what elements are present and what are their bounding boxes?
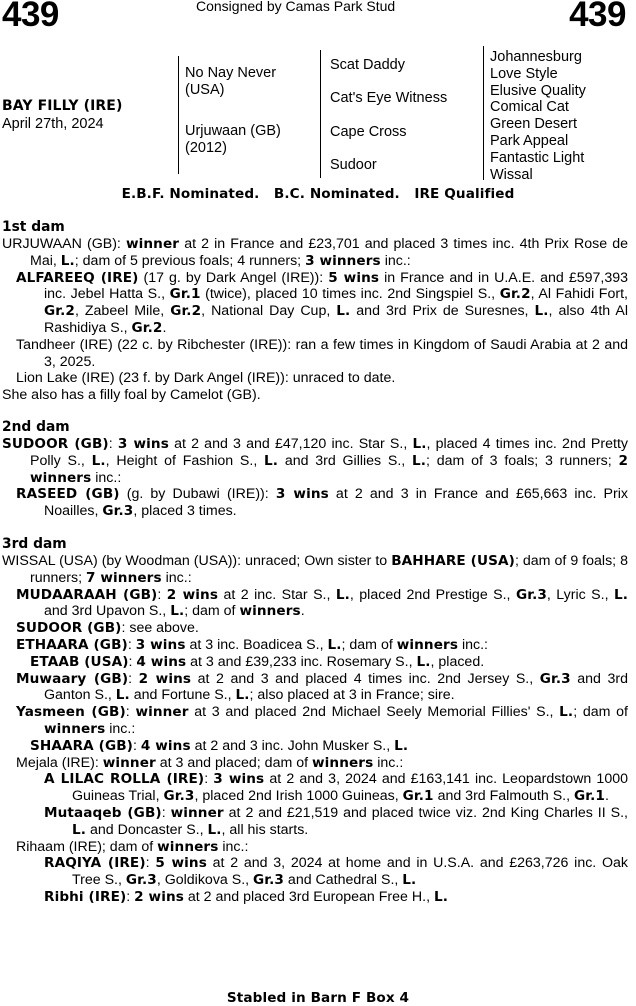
bold-text: Gr.2	[44, 303, 75, 320]
bold-text: winners	[157, 838, 219, 855]
third-dam-produce	[2, 587, 628, 621]
gen3-2: Love Style	[490, 65, 558, 82]
horse-name: BAY FILLY (IRE)	[2, 98, 123, 114]
third-dam-produce	[2, 755, 628, 772]
text: Lion Lake (IRE) (23 f. by Dark Angel (IRE)): unraced to date.	[16, 370, 396, 387]
bold-text: SUDOOR (GB)	[2, 436, 109, 452]
gen3-8: Wissal	[490, 166, 533, 183]
text: :	[161, 804, 171, 821]
bold-text: L.	[559, 704, 574, 721]
third-dam-produce	[2, 637, 628, 654]
bold-text: 3 wins	[213, 771, 265, 788]
gen3-7: Fantastic Light	[490, 149, 585, 166]
bold-text: Gr.3	[515, 586, 547, 603]
bold-text: 3 wins	[275, 486, 329, 503]
text: :	[128, 670, 139, 687]
text: , National Day Cup,	[201, 303, 337, 320]
text: :	[128, 653, 137, 670]
stabling-info: Stabled in Barn F Box 4	[226, 990, 410, 1006]
text: URJUWAAN (GB):	[2, 236, 126, 252]
bold-text: 5 wins	[155, 855, 207, 872]
bold-text: SHAARA (GB)	[30, 737, 133, 754]
gen3-6: Park Appeal	[490, 132, 569, 149]
third-dam-produce	[2, 704, 628, 738]
text: at 3 and £39,233 inc. Rosemary S.,	[186, 653, 417, 670]
pedigree-bracket-2	[320, 50, 321, 178]
text: and 3rd Gillies S.,	[278, 452, 412, 469]
text: (g. by Dubawi (IRE)):	[119, 486, 276, 503]
third-dam-section	[2, 536, 628, 906]
text: Rihaam (IRE); dam of	[16, 838, 158, 855]
bold-text: winner	[135, 704, 189, 721]
bold-text: L.	[60, 252, 75, 269]
text: WISSAL (USA) (by Woodman (USA)): unraced; Own sister to	[2, 553, 392, 569]
bold-text: winners	[396, 636, 459, 653]
bold-text: Gr.3	[253, 872, 284, 889]
first-dam-note	[2, 387, 628, 404]
dam-year: (2012)	[185, 140, 227, 156]
text: inc.:	[373, 754, 404, 771]
bold-text: 3 winners	[305, 252, 381, 269]
bold-text: ETHAARA (GB)	[16, 636, 128, 653]
bold-text: 2 winners	[30, 452, 628, 486]
text: inc.:	[105, 720, 136, 737]
text: :	[145, 855, 156, 872]
text: ; also placed at 3 in France; sire.	[249, 687, 455, 704]
text: ; dam of 3 foals; 3 runners;	[426, 452, 619, 469]
sire-origin: (USA)	[185, 82, 225, 98]
bold-text: Gr.2	[131, 319, 163, 336]
text: at 2 and 3 in France and £65,663 inc. Prix Noailles,	[44, 486, 628, 520]
bold-text: ALFAREEQ (IRE)	[16, 269, 139, 286]
bold-text: L.	[402, 872, 417, 889]
text: .	[162, 319, 167, 336]
bold-text: L.	[170, 603, 185, 620]
nominations: E.B.F. Nominated. B.C. Nominated. IRE Qualified	[121, 186, 515, 202]
bold-text: Gr.1	[402, 788, 434, 805]
bold-text: L.	[534, 303, 549, 320]
bold-text: Gr.2	[170, 303, 202, 320]
third-dam-grandproduce	[2, 654, 628, 671]
text: in France and in U.A.E. and £597,393 inc. Jebel Hatta S.,	[44, 269, 628, 303]
bold-text: L.	[613, 586, 628, 603]
text: at 2 and 3, 2024 and £163,141 inc. Leopardstown 1000 Guineas Trial,	[72, 771, 628, 805]
second-dam-entry	[2, 436, 628, 486]
text: , placed 2nd Prestige S.,	[349, 586, 516, 603]
text: (twice), placed 10 times inc. 2nd Singspiel S.,	[200, 286, 500, 303]
text: inc.:	[91, 469, 122, 486]
text: at 3 inc. Boadicea S.,	[185, 636, 328, 653]
bold-text: 3 wins	[135, 636, 186, 653]
bold-text: Ribhi (IRE)	[44, 888, 127, 905]
gen3-5: Green Desert	[490, 116, 578, 133]
gen3-4: Comical Cat	[490, 99, 569, 116]
foaling-date: April 27th, 2024	[2, 116, 104, 132]
text: inc.:	[380, 252, 411, 269]
bold-text: Yasmeen (GB)	[16, 704, 126, 721]
bold-text: 2 wins	[138, 670, 192, 687]
sire	[185, 65, 276, 99]
text: :	[132, 737, 141, 754]
text: , placed 4 times inc. 2nd Pretty Polly S.,	[30, 436, 628, 469]
third-dam-title: 3rd dam	[2, 536, 67, 552]
text: at 3 and placed; dam of	[155, 754, 312, 771]
bold-text: SUDOOR (GB)	[16, 620, 122, 637]
second-dam-section	[2, 419, 628, 520]
first-dam-produce	[2, 270, 628, 337]
bold-text: 2 wins	[134, 888, 184, 905]
text: :	[157, 586, 167, 603]
text: .	[604, 788, 609, 805]
first-dam-produce	[2, 370, 628, 387]
bold-text: winner	[170, 804, 224, 821]
text: at 2 and 3 and placed 4 times inc. 2nd Jersey S.,	[191, 670, 540, 687]
third-dam-grandproduce	[2, 771, 628, 805]
text: at 2 and 3 and £47,120 inc. Star S.,	[168, 436, 413, 452]
bold-text: L.	[327, 636, 342, 653]
text: inc.:	[458, 636, 488, 653]
text: , Lyric S.,	[546, 586, 614, 603]
text: at 3 and placed 2nd Michael Seely Memorial Fillies' S.,	[188, 704, 560, 721]
consignor: Consigned by Camas Park Stud	[196, 0, 396, 14]
sire-name: No Nay Never	[185, 65, 277, 81]
text: inc.:	[161, 569, 192, 586]
second-dam-produce	[2, 486, 628, 520]
bold-text: L.	[416, 653, 431, 670]
bold-text: L.	[264, 452, 279, 469]
first-dam-title: 1st dam	[2, 219, 65, 235]
text: ; dam of	[341, 636, 397, 653]
bold-text: RAQIYA (IRE)	[44, 855, 146, 872]
bold-text: 2 wins	[166, 586, 219, 603]
bold-text: RASEED (GB)	[16, 486, 120, 503]
bold-text: L.	[394, 737, 409, 754]
text: ; dam of 9 foals; 8 runners;	[30, 553, 629, 586]
bold-text: L.	[207, 821, 222, 838]
bold-text: Gr.3	[102, 503, 134, 520]
bold-text: A LILAC ROLLA (IRE)	[44, 771, 205, 788]
grandsire-maternal: Cape Cross	[330, 124, 407, 140]
text: , placed.	[430, 653, 485, 670]
text: , also 4th Al Rashidiya S.,	[44, 303, 628, 336]
pedigree-bracket-1	[178, 56, 179, 174]
third-generation	[490, 49, 586, 183]
text: at 2 and 3 inc. John Musker S.,	[190, 737, 395, 754]
text: inc.:	[218, 838, 249, 855]
dam-name: Urjuwaan (GB)	[185, 123, 281, 139]
bold-text: 4 wins	[136, 653, 187, 670]
text: :	[204, 771, 214, 788]
text: :	[126, 888, 135, 905]
text: and Doncaster S.,	[86, 821, 208, 838]
bold-text: Gr.1	[574, 788, 605, 805]
bold-text: 3 wins	[117, 436, 169, 452]
text: and 3rd Upavon S.,	[44, 603, 171, 620]
third-dam-grandproduce	[2, 805, 628, 839]
text: :	[108, 436, 118, 452]
text: (17 g. by Dark Angel (IRE)):	[138, 269, 329, 286]
text: Tandheer (IRE) (22 c. by Ribchester (IRE)): ran a few times in Kingdom of Saudi Arabia at 2 and 3, 2025.	[16, 336, 628, 370]
text: and 3rd Ganton S.,	[44, 670, 628, 704]
dam	[185, 123, 281, 157]
text: at 2 inc. Star S.,	[218, 586, 336, 603]
bold-text: Gr.1	[169, 286, 201, 303]
text: and Fortune S.,	[129, 687, 236, 704]
granddam-paternal: Cat's Eye Witness	[330, 90, 448, 106]
bold-text: 4 wins	[140, 737, 191, 754]
bold-text: Gr.3	[163, 788, 195, 805]
bold-text: Muwaary (GB)	[16, 670, 129, 687]
text: at 2 and 3, 2024 at home and in U.S.A. and £263,726 inc. Oak Tree S.,	[72, 855, 628, 889]
third-dam-produce	[2, 620, 628, 637]
gen3-3: Elusive Quality	[490, 82, 586, 99]
bold-text: L.	[72, 821, 87, 838]
text: and 3rd Prix de Suresnes,	[350, 303, 535, 320]
bold-text: L.	[336, 303, 351, 320]
text: Mejala (IRE):	[16, 754, 103, 771]
text: and 3rd Falmouth S.,	[433, 788, 574, 805]
bold-text: 5 wins	[328, 269, 380, 286]
first-dam-entry	[2, 236, 628, 270]
lot-number-right: 439	[569, 0, 626, 34]
bold-text: winners	[44, 720, 106, 737]
text: , placed 2nd Irish 1000 Guineas,	[194, 788, 403, 805]
text: , Goldikova S.,	[156, 872, 254, 889]
text: ; dam of	[573, 704, 628, 721]
text: .	[300, 603, 305, 620]
bold-text: winners	[239, 603, 301, 620]
granddam-maternal: Sudoor	[330, 157, 377, 173]
bold-text: Gr.3	[125, 872, 157, 889]
bold-text: Gr.3	[539, 670, 571, 687]
text: , placed 3 times.	[133, 503, 237, 520]
third-dam-produce	[2, 671, 628, 705]
bold-text: L.	[91, 452, 106, 469]
gen3-1: Johannesburg	[490, 49, 582, 65]
text: :	[127, 636, 136, 653]
text: at 2 and £21,519 and placed twice viz. 2nd King Charles II S.,	[223, 804, 628, 821]
text: and Cathedral S.,	[283, 872, 403, 889]
text: :	[125, 704, 136, 721]
bold-text: 7 winners	[86, 569, 162, 586]
bold-text: MUDAARAAH (GB)	[16, 586, 158, 603]
bold-text: L.	[412, 452, 427, 469]
text: at 2 and placed 3rd European Free H.,	[183, 888, 434, 905]
bold-text: L.	[235, 687, 250, 704]
text: , Zabeel Mile,	[74, 303, 171, 320]
text: at 2 in France and £23,701 and placed 3 times inc. 4th Prix Rose de Mai,	[30, 236, 629, 269]
bold-text: ETAAB (USA)	[30, 653, 129, 670]
first-dam-section	[2, 219, 628, 404]
bold-text: L.	[412, 436, 427, 452]
second-dam-title: 2nd dam	[2, 419, 70, 435]
lot-number-left: 439	[2, 0, 59, 34]
third-dam-grandproduce	[2, 855, 628, 889]
bold-text: winner	[125, 236, 180, 252]
bold-text: winners	[312, 754, 374, 771]
text: : see above.	[121, 620, 199, 637]
bold-text: Gr.2	[499, 286, 531, 303]
bold-text: L.	[335, 586, 350, 603]
third-dam-entry	[2, 553, 628, 587]
third-dam-produce	[2, 839, 628, 856]
grandsire-paternal: Scat Daddy	[330, 57, 405, 73]
text: She also has a filly foal by Camelot (GB).	[2, 387, 261, 404]
pedigree-bracket-3	[483, 46, 484, 180]
text: , Height of Fashion S.,	[105, 452, 265, 469]
text: ; dam of 5 previous foals; 4 runners;	[74, 252, 306, 269]
third-dam-grandproduce	[2, 738, 628, 755]
text: , Al Fahidi Fort,	[530, 286, 628, 303]
bold-text: winner	[102, 754, 156, 771]
text: , all his starts.	[221, 821, 309, 838]
bold-text: L.	[433, 888, 448, 905]
first-dam-produce	[2, 337, 628, 371]
third-dam-grandproduce	[2, 889, 628, 906]
bold-text: L.	[115, 687, 130, 704]
text: ; dam of	[184, 603, 240, 620]
bold-text: BAHHARE (USA)	[391, 553, 515, 569]
bold-text: Mutaaqeb (GB)	[44, 804, 162, 821]
